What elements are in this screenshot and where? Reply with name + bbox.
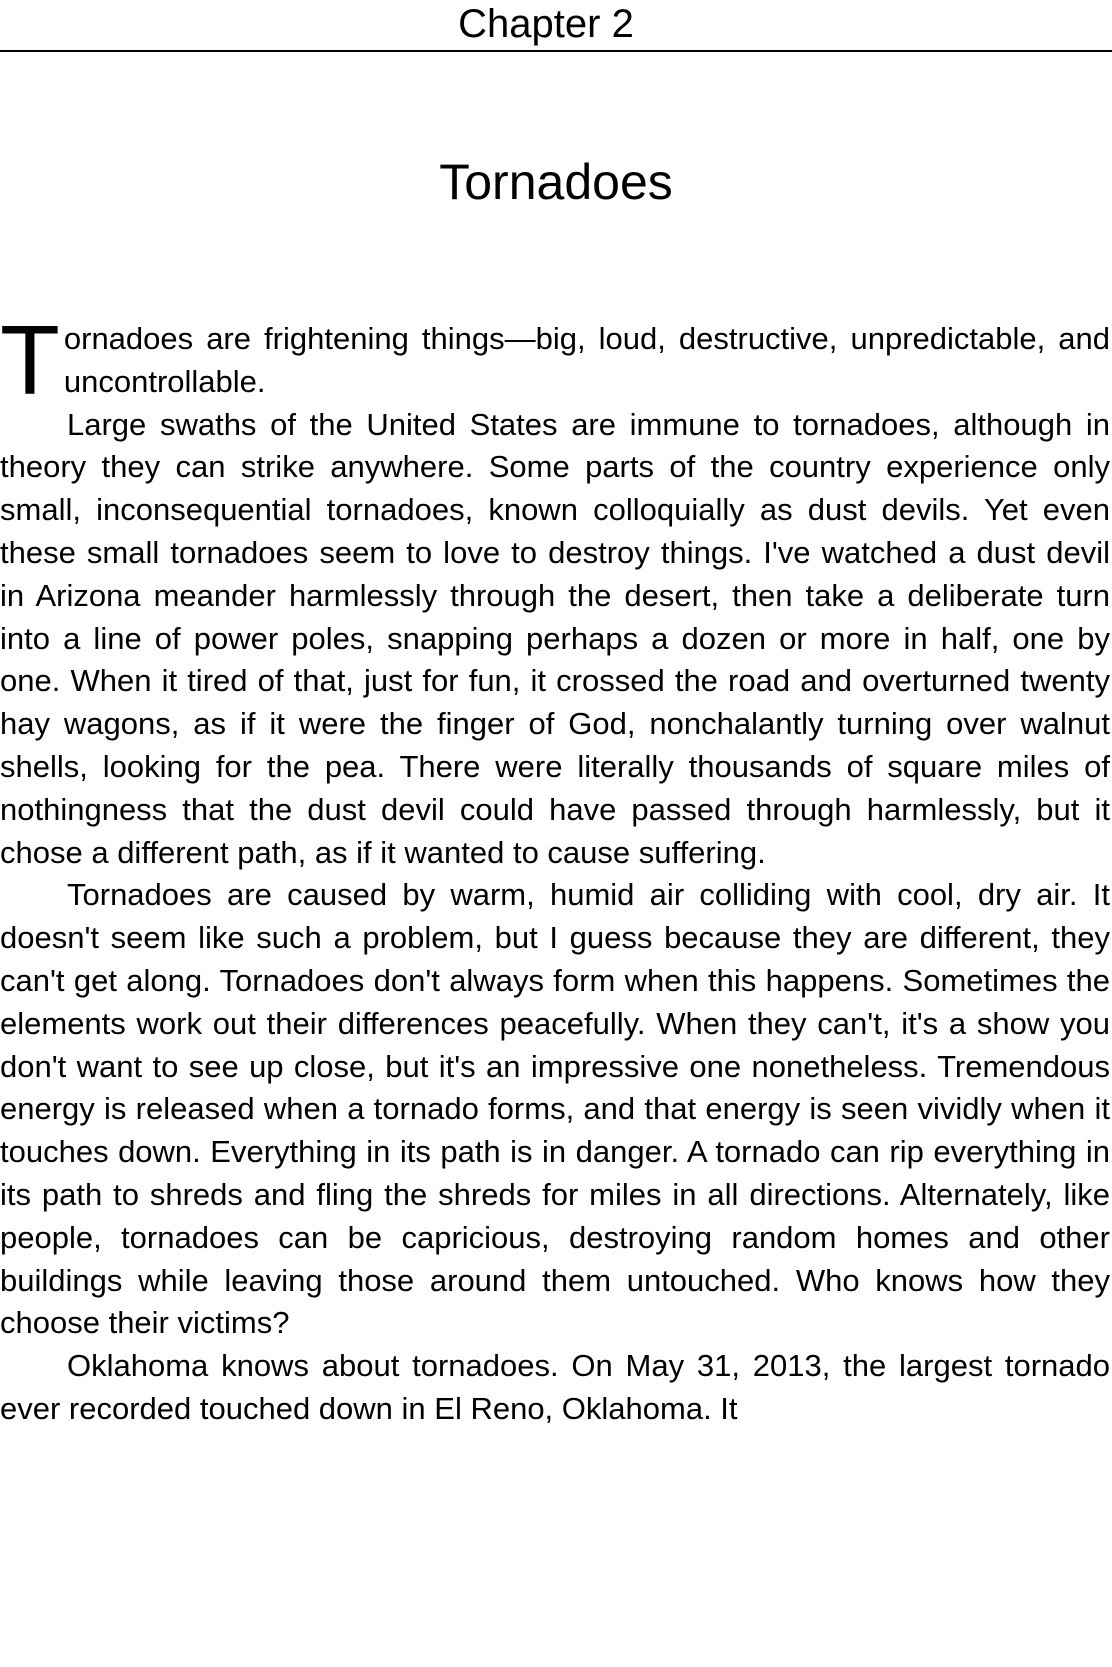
drop-cap: T [0, 305, 60, 415]
running-header [0, 0, 1112, 52]
paragraph-3: Tornadoes are caused by warm, humid air colliding with cool, dry air. It doesn't seem like such a problem, but I guess because they are different, they can't get along. Tornadoes don't always form when this happens. Sometimes the elements work out their differences peacefully. When they can't, it's a show you don't want to see up close, but it's an impressive one nonetheless. Tremendous energy is released when a tornado forms, and that energy is seen vividly when it touches down. Everything in its path is in danger. A tornado can rip everything in its path to shreds and fling the shreds for miles in all directions. Alternately, like people, tornadoes can be capricious, destroying random homes and other buildings while leaving those around them untouched. Who knows how they choose their victims? [0, 877, 1110, 1341]
running-head-text: Chapter 2 [458, 2, 634, 46]
paragraph-1-text: ornadoes are frightening things—big, loud, destructive, unpredictable, and uncontrollable. [63, 321, 1110, 399]
paragraph-2: Large swaths of the United States are immune to tornadoes, although in theory they can strike anywhere. Some parts of the country experience only small, inconsequential tornadoes, known colloquially as dust devils. Yet even these small tornadoes seem to love to destroy things. I've watched a dust devil in Arizona meander harmlessly through the desert, then take a deliberate turn into a line of power poles, snapping perhaps a dozen or more in half, one by one. When it tired of that, just for fun, it crossed the road and overturned twenty hay wagons, as if it were the finger of God, nonchalantly turning over walnut shells, looking for the pea. There were literally thousands of square miles of nothingness that the dust devil could have passed through harmlessly, but it chose a different path, as if it wanted to cause suffering. [0, 406, 1110, 870]
body-text [0, 305, 1110, 1431]
chapter-title: Tornadoes [439, 154, 673, 210]
paragraph-4: Oklahoma knows about tornadoes. On May 31, 2013, the largest tornado ever recorded touched down in El Reno, Oklahoma. It [0, 1348, 1110, 1426]
paragraph-1 [0, 305, 1110, 415]
